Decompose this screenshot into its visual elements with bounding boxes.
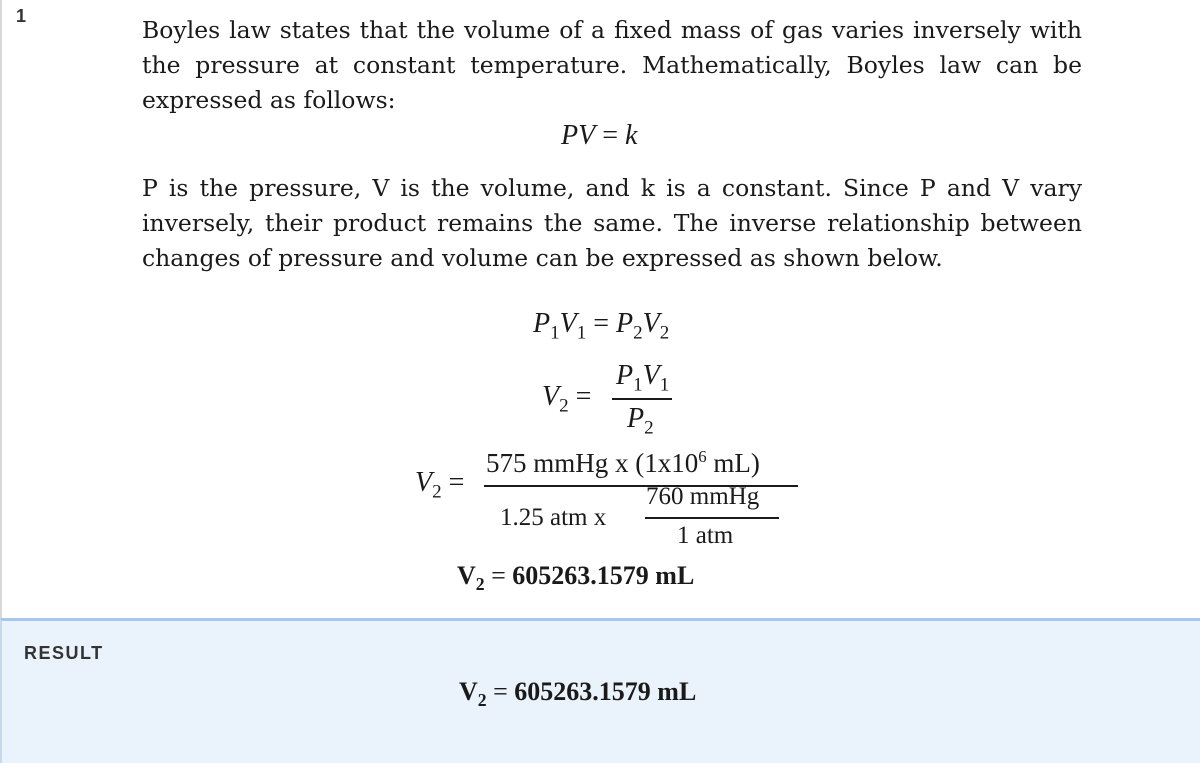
eq-equals: = [602,120,619,151]
step-number: 1 [16,6,27,26]
equation-pv-k [561,120,637,152]
equation-substitution-denominator-left: 1.25 atm x [500,504,607,531]
answer-equation: $V_2 = 605263.1579$ mL [457,561,695,595]
result-equation: $V_2 = 605263.1579$ mL [459,677,697,711]
equation-substitution-inner-denominator: 1 atm [677,522,734,549]
result-panel [0,618,1200,763]
eq-lhs: PV [561,120,596,151]
intro-paragraph: Boyles law states that the volume of a fixed mass of gas varies inversely with the pressure at constant temperature. Mathematically, Boyles law can be expressed as follows: [142,16,1082,114]
fraction-bar [645,517,779,519]
fraction-bar [612,398,672,400]
equation-substitution-lhs: $V_2$ = [415,467,465,503]
result-label: RESULT [24,643,104,663]
equation-substitution-numerator: 575 mmHg x ($1x10^6$ mL) [486,446,760,478]
equation-boyles-law: $P_1V_1 = P_2V_2$ [533,308,670,344]
equation-solve-v2-lhs: $V_2$ = [542,381,592,417]
equation-substitution-inner-numerator: 760 mmHg [646,483,760,510]
eq-rhs: k [625,120,638,151]
equation-solve-v2-numerator: $P_1V_1$ [616,360,670,396]
explanation-paragraph: P is the pressure, V is the volume, and k is a constant. Since P and V vary inversely, their product remains the same. The inverse relationship between changes of pressure and volume can be expressed as shown below. [142,174,1082,272]
equation-solve-v2-denominator: $P_2$ [627,403,654,439]
